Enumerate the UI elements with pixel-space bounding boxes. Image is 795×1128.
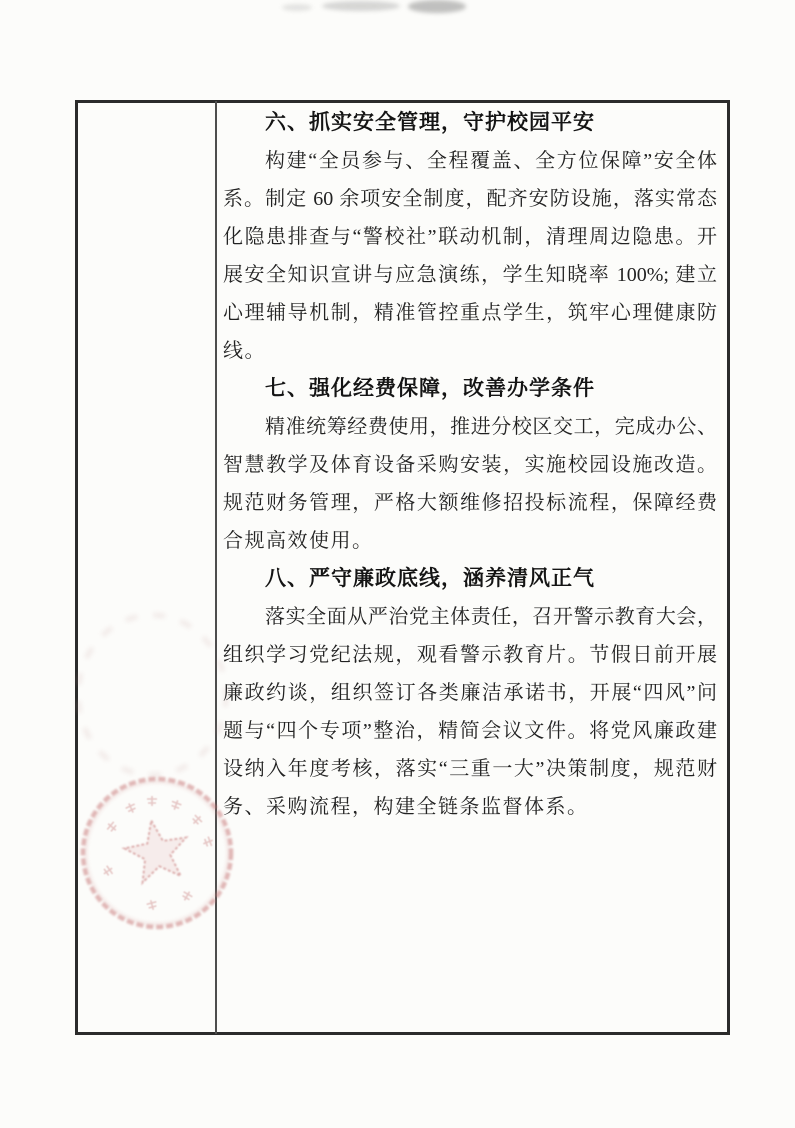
text-line: 线。 [223, 340, 266, 362]
text-line: 落实全面从严治党主体责任，召开警示教育大会， [265, 606, 717, 628]
text-line: 规范财务管理，严格大额维修招投标流程，保障经费 [223, 492, 717, 514]
seal-ghost-ring [78, 615, 226, 775]
text-line: 组织学习党纪法规，观看警示教育片。节假日前开展 [223, 644, 717, 666]
text-line: 构建“全员参与、全程覆盖、全方位保障”安全体 [265, 150, 717, 172]
text-line: 系。制定 60 余项安全制度，配齐安防设施，落实常态 [223, 188, 717, 210]
scan-smudge [322, 1, 400, 11]
text-line: 合规高效使用。 [223, 530, 374, 552]
text-line: 题与“四个专项”整治，精简会议文件。将党风廉政建 [223, 720, 717, 742]
scan-smudge [408, 0, 466, 13]
text-line: 智慧教学及体育设备采购安装，实施校园设施改造。 [223, 454, 717, 476]
section-heading: 七、强化经费保障，改善办学条件 [265, 377, 595, 400]
table-content-column [223, 104, 717, 826]
text-line: 展安全知识宣讲与应急演练，学生知晓率 100%; 建立 [223, 264, 717, 286]
scan-smudge [282, 4, 312, 11]
text-line: 心理辅导机制，精准管控重点学生，筑牢心理健康防 [223, 302, 717, 324]
text-line: 精准统筹经费使用，推进分校区交工，完成办公、 [265, 416, 717, 438]
text-line: 设纳入年度考核，落实“三重一大”决策制度，规范财 [223, 758, 717, 780]
text-line: 廉政约谈，组织签订各类廉洁承诺书，开展“四风”问 [223, 682, 717, 704]
five-pointed-star-icon [120, 815, 192, 885]
section-heading: 六、抓实安全管理，守护校园平安 [265, 111, 595, 134]
section-heading: 八、严守廉政底线，涵养清风正气 [265, 567, 595, 590]
text-line: 务、采购流程，构建全链条监督体系。 [223, 796, 589, 818]
text-line: 化隐患排查与“警校社”联动机制，清理周边隐患。开 [223, 226, 717, 248]
